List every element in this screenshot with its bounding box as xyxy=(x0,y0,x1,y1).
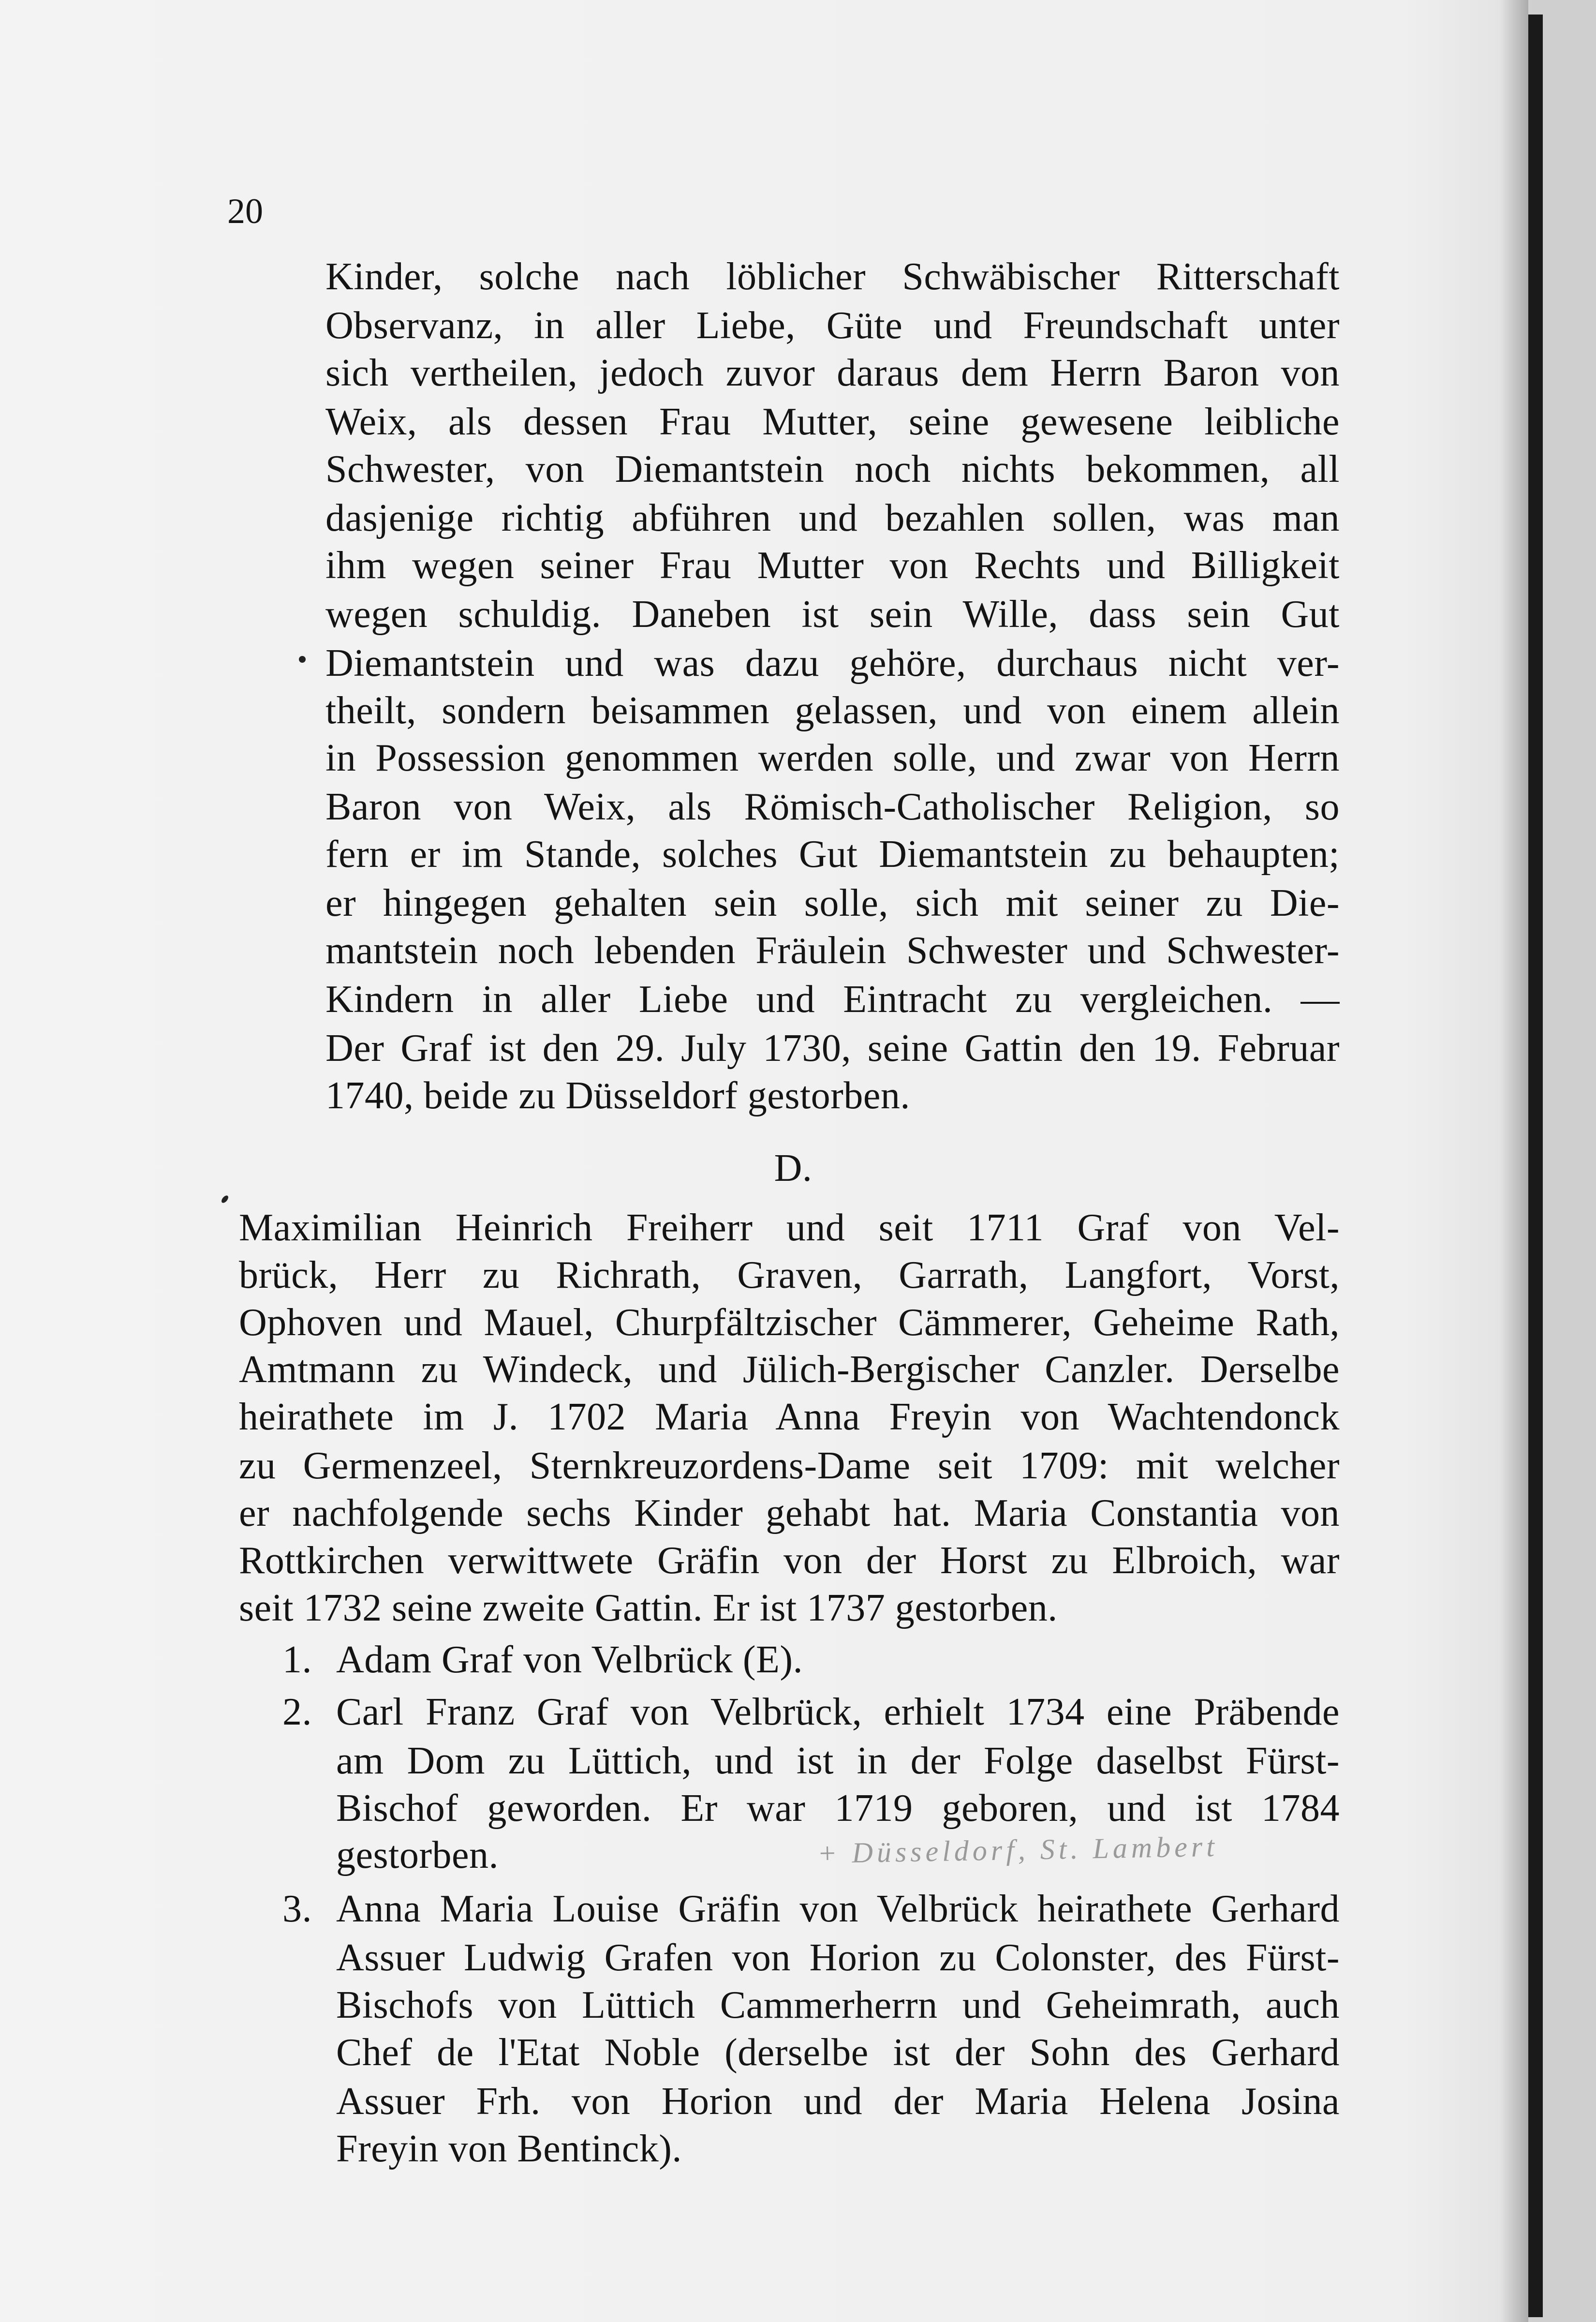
paragraph-line: sich vertheilen, jedoch zuvor daraus dem Herrn Baron von xyxy=(325,352,1340,395)
paragraph-line: Amtmann zu Windeck, und Jülich-Bergischer Canzler. Derselbe xyxy=(239,1348,1340,1391)
paragraph-line: Rottkirchen verwittwete Gräfin von der Horst zu Elbroich, war xyxy=(239,1539,1340,1582)
paragraph-line: Ophoven und Mauel, Churpfältzischer Cämmerer, Geheime Rath, xyxy=(239,1301,1340,1344)
list-item-line: am Dom zu Lüttich, und ist in der Folge daselbst Fürst- xyxy=(336,1739,1340,1782)
paragraph-line: Weix, als dessen Frau Mutter, seine gewesene leibliche xyxy=(325,401,1340,444)
paragraph-line: Kinder, solche nach löblicher Schwäbischer Ritterschaft xyxy=(325,255,1340,298)
paragraph-line: Schwester, von Diemantstein noch nichts bekommen, all xyxy=(325,448,1340,491)
page-gutter-shadow xyxy=(1499,0,1528,2322)
list-item-line: Bischofs von Lüttich Cammerherrn und Geheimrath, auch xyxy=(336,1983,1340,2026)
list-item-line: Bischof geworden. Er war 1719 geboren, und ist 1784 xyxy=(336,1786,1340,1830)
paragraph-line: wegen schuldig. Daneben ist sein Wille, dass sein Gut xyxy=(325,593,1340,636)
list-item-number: 2. xyxy=(282,1690,312,1733)
section-heading: D. xyxy=(774,1147,813,1190)
list-item-line: Assuer Ludwig Grafen von Horion zu Colonster, des Fürst- xyxy=(336,1936,1340,1979)
handwritten-note: + Düsseldorf, St. Lambert xyxy=(817,1830,1219,1870)
paragraph-line: heirathete im J. 1702 Maria Anna Freyin von Wachtendonck xyxy=(239,1396,1340,1439)
page-number: 20 xyxy=(227,192,263,231)
paragraph-line: Maximilian Heinrich Freiherr und seit 1711 Graf von Vel- xyxy=(239,1206,1340,1249)
list-item-line: Assuer Frh. von Horion und der Maria Helena Josina xyxy=(336,2080,1340,2123)
paragraph-line: Kindern in aller Liebe und Eintracht zu vergleichen. — xyxy=(325,978,1340,1021)
paragraph-line: Der Graf ist den 29. July 1730, seine Gattin den 19. Februar xyxy=(325,1027,1340,1070)
paragraph-line: theilt, sondern beisammen gelassen, und von einem allein xyxy=(325,689,1340,732)
paragraph-line: mantstein noch lebenden Fräulein Schwester und Schwester- xyxy=(325,929,1340,972)
paragraph-line: fern er im Stande, solches Gut Diemantstein zu behaupten; xyxy=(325,833,1340,876)
paragraph-line: dasjenige richtig abführen und bezahlen sollen, was man xyxy=(325,497,1340,540)
paragraph-line: in Possession genommen werden solle, und zwar von Herrn xyxy=(325,737,1340,780)
list-item-line: Anna Maria Louise Gräfin von Velbrück heirathete Gerhard xyxy=(336,1887,1340,1930)
paragraph-line: zu Germenzeel, Sternkreuzordens-Dame seit 1709: mit welcher xyxy=(239,1444,1340,1488)
list-item-line: Chef de l'Etat Noble (derselbe ist der Sohn des Gerhard xyxy=(336,2031,1340,2074)
paragraph-line: ihm wegen seiner Frau Mutter von Rechts und Billigkeit xyxy=(325,544,1340,587)
list-item-line: Freyin von Bentinck). xyxy=(336,2127,682,2170)
paragraph-line: er hingegen gehalten sein solle, sich mit seiner zu Die- xyxy=(325,882,1340,925)
paragraph-line: seit 1732 seine zweite Gattin. Er ist 1737 gestorben. xyxy=(239,1587,1058,1630)
paragraph-line: er nachfolgende sechs Kinder gehabt hat. Maria Constantia von xyxy=(239,1492,1340,1535)
list-item-line: gestorben. xyxy=(336,1834,499,1877)
page-edge xyxy=(1528,15,1543,2317)
margin-mark xyxy=(299,656,306,663)
paragraph-line: Baron von Weix, als Römisch-Catholischer Religion, so xyxy=(325,786,1340,829)
list-item-number: 3. xyxy=(282,1887,312,1930)
margin-mark xyxy=(220,1194,229,1204)
paragraph-line: 1740, beide zu Düsseldorf gestorben. xyxy=(325,1074,910,1117)
paragraph-line: Diemantstein und was dazu gehöre, durchaus nicht ver- xyxy=(325,642,1340,685)
paragraph-line: Observanz, in aller Liebe, Güte und Freundschaft unter xyxy=(325,304,1340,347)
list-item-line: Adam Graf von Velbrück (E). xyxy=(336,1638,803,1682)
list-item-line: Carl Franz Graf von Velbrück, erhielt 1734 eine Präbende xyxy=(336,1690,1340,1733)
paragraph-line: brück, Herr zu Richrath, Graven, Garrath, Langfort, Vorst, xyxy=(239,1253,1340,1296)
list-item-number: 1. xyxy=(282,1638,312,1682)
